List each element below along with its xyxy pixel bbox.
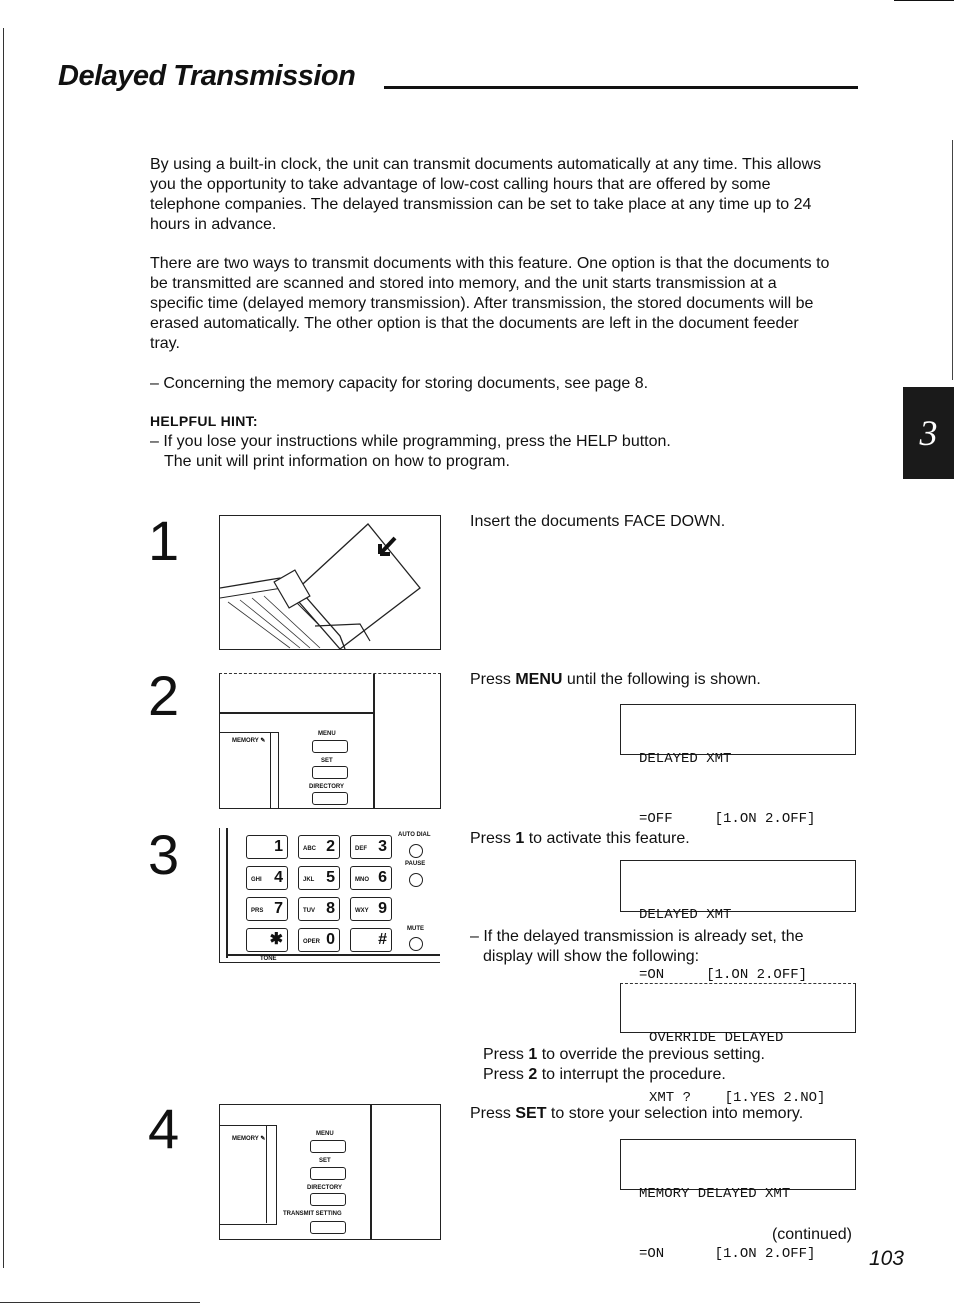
keypad-key-letters: DEF	[355, 846, 367, 852]
step3-press2-text	[483, 1065, 726, 1085]
fax-document-illustration	[219, 515, 441, 650]
intro-paragraph	[150, 155, 860, 235]
lcd-line: =ON [1.ON 2.OFF]	[639, 1246, 816, 1262]
keypad-key-7[interactable]	[246, 897, 288, 921]
menu-button[interactable]	[310, 1140, 346, 1153]
step2-text-post: until the following is shown.	[562, 671, 761, 688]
step4-text-pre: Press	[470, 1105, 516, 1122]
continued-note: (continued)	[771, 1226, 852, 1243]
mute-button[interactable]	[409, 937, 423, 951]
lcd-line: =ON [1.ON 2.OFF]	[639, 967, 808, 983]
step3-text	[470, 829, 690, 849]
keypad-key-6[interactable]	[350, 866, 392, 890]
step2-text	[470, 670, 761, 690]
mute-label: MUTE	[407, 926, 424, 932]
keypad-key-digit: 4	[274, 869, 283, 886]
intro-line: telephone companies. The delayed transmission can be set to take place at any time up to 24	[150, 196, 812, 213]
memory-label: MEMORY ✎	[232, 1136, 266, 1142]
control-panel-menu-illustration	[219, 673, 441, 809]
keypad-key-1[interactable]	[246, 835, 288, 859]
keypad-key-digit: 0	[326, 931, 335, 948]
press2-post: to interrupt the procedure.	[537, 1066, 726, 1083]
options-line: specific time (delayed memory transmission). After transmission, the stored documents will be	[150, 295, 814, 312]
step4-text	[470, 1104, 803, 1124]
left-edge-rule	[3, 28, 4, 1268]
document-insert-drawing	[220, 516, 440, 649]
keypad-key-digit: 5	[326, 869, 335, 886]
step-number: 2	[148, 664, 180, 727]
directory-button[interactable]	[310, 1193, 346, 1206]
step1-text: Insert the documents FACE DOWN.	[470, 513, 726, 530]
keypad-key-letters: ABC	[303, 846, 316, 852]
menu-label: MENU	[316, 1131, 334, 1137]
keypad-key-#[interactable]	[350, 928, 392, 952]
set-button[interactable]	[310, 1167, 346, 1180]
keypad-key-9[interactable]	[350, 897, 392, 921]
keypad-key-letters: WXY	[355, 908, 369, 914]
keypad-key-digit: 3	[378, 838, 387, 855]
directory-label: DIRECTORY	[307, 1185, 343, 1191]
tone-label: TONE	[260, 956, 277, 962]
hint-line-1: – If you lose your instructions while programming, press the HELP button.	[150, 433, 671, 450]
keypad-key-digit: 6	[378, 869, 387, 886]
press2-pre: Press	[483, 1066, 529, 1083]
keypad-key-3[interactable]	[350, 835, 392, 859]
step3-note-line-1: – If the delayed transmission is already set, the	[470, 928, 804, 945]
keypad-key-letters: TUV	[303, 908, 315, 914]
page-number: 103	[868, 1247, 904, 1270]
keypad-key-digit: ✱	[269, 931, 283, 948]
step-number: 1	[148, 509, 180, 572]
options-paragraph	[150, 254, 860, 354]
lcd-line: =OFF [1.ON 2.OFF]	[639, 811, 816, 827]
title-rule	[384, 86, 858, 89]
right-edge-rule	[952, 140, 953, 380]
keypad-key-digit: 9	[378, 900, 387, 917]
press1-pre: Press	[483, 1046, 529, 1063]
keypad-key-letters: OPER	[303, 939, 321, 945]
keypad-key-8[interactable]	[298, 897, 340, 921]
keypad-illustration	[219, 828, 440, 963]
keypad-key-0[interactable]	[298, 928, 340, 952]
options-line: tray.	[150, 335, 180, 352]
lcd-line: DELAYED XMT	[639, 907, 732, 923]
lcd-line: OVERRIDE DELAYED	[649, 1030, 784, 1046]
step3-press1-text	[483, 1045, 765, 1065]
set-label: SET	[319, 1158, 331, 1164]
memory-label: MEMORY ✎	[232, 738, 266, 744]
control-panel-set-illustration	[219, 1104, 441, 1240]
memory-note: – Concerning the memory capacity for storing documents, see page 8.	[150, 375, 649, 392]
step4-key: SET	[515, 1105, 547, 1122]
chapter-tab: 3	[903, 387, 954, 479]
menu-button[interactable]	[312, 740, 348, 753]
options-line: be transmitted are scanned and stored into memory, and the unit starts transmission at a	[150, 275, 777, 292]
keypad-key-5[interactable]	[298, 866, 340, 890]
press1-key: 1	[528, 1046, 538, 1063]
intro-line: hours in advance.	[150, 216, 277, 233]
step-number: 3	[148, 823, 180, 886]
lcd-display-step2	[620, 704, 856, 827]
step4-text-post: to store your selection into memory.	[546, 1105, 804, 1122]
hint-heading: HELPFUL HINT:	[150, 413, 258, 429]
page-title: Delayed Transmission	[58, 60, 356, 92]
keypad-key-digit: 2	[326, 838, 335, 855]
top-edge-rule	[894, 0, 954, 1]
keypad-key-letters: JKL	[303, 877, 315, 883]
keypad-key-2[interactable]	[298, 835, 340, 859]
step3-text-pre: Press	[470, 830, 516, 847]
set-button[interactable]	[312, 766, 348, 779]
bottom-edge-rule	[0, 1302, 200, 1303]
menu-label: MENU	[318, 731, 336, 737]
keypad-key-digit: #	[378, 931, 387, 948]
keypad-key-digit: 7	[274, 900, 283, 917]
options-line: erased automatically. The other option is that the documents are left in the document feeder	[150, 315, 799, 332]
auto-dial-button[interactable]	[409, 844, 423, 858]
step3-text-post: to activate this feature.	[524, 830, 690, 847]
keypad-key-letters: GHI	[251, 877, 262, 883]
press2-key: 2	[528, 1066, 538, 1083]
transmit-setting-button[interactable]	[310, 1221, 346, 1234]
auto-dial-label: AUTO DIAL	[398, 832, 431, 838]
pause-label: PAUSE	[405, 861, 426, 867]
step2-key: MENU	[515, 671, 563, 688]
keypad-key-letters: MNO	[355, 877, 369, 883]
step-number: 4	[148, 1097, 180, 1160]
set-label: SET	[321, 758, 333, 764]
press1-post: to override the previous setting.	[537, 1046, 765, 1063]
pause-button[interactable]	[409, 873, 423, 887]
lcd-line: XMT ? [1.YES 2.NO]	[649, 1090, 826, 1106]
transmit-setting-label: TRANSMIT SETTING	[283, 1211, 342, 1217]
keypad-key-4[interactable]	[246, 866, 288, 890]
keypad-key-digit: 8	[326, 900, 335, 917]
directory-label: DIRECTORY	[309, 784, 345, 790]
intro-line: you the opportunity to take advantage of low-cost calling hours that are offered by some	[150, 176, 771, 193]
step2-text-pre: Press	[470, 671, 516, 688]
lcd-line: DELAYED XMT	[639, 751, 732, 767]
keypad-key-digit: 1	[274, 838, 283, 855]
keypad-key-✱[interactable]	[246, 928, 288, 952]
hint-line-2: The unit will print information on how to program.	[164, 453, 510, 470]
keypad-key-letters: PRS	[251, 908, 264, 914]
lcd-line: MEMORY DELAYED XMT	[639, 1186, 791, 1202]
step3-key: 1	[515, 830, 525, 847]
options-line: There are two ways to transmit documents with this feature. One option is that the documents to	[150, 255, 830, 272]
directory-button[interactable]	[312, 792, 348, 805]
intro-line: By using a built-in clock, the unit can transmit documents automatically at any time. This allows	[150, 156, 822, 173]
step3-note-line-2: display will show the following:	[483, 948, 700, 965]
